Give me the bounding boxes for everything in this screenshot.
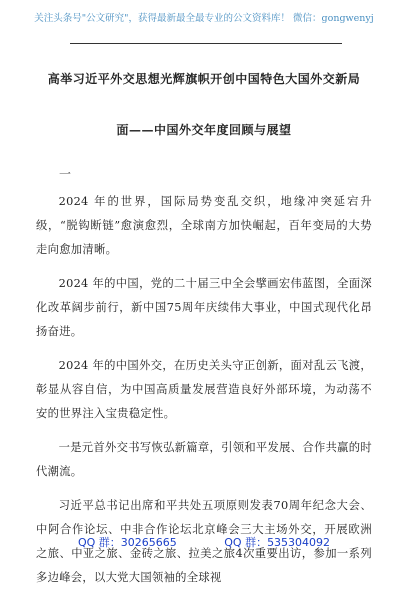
- body-paragraph: 2024 年的中国外交，在历史关头守正创新，面对乱云飞渡，彰显从容自信，为中国高质量发展营造良好外部环境，为动荡不安的世界注入宝贵稳定性。: [36, 359, 372, 420]
- footer-qq-group-1: QQ 群：30265665: [77, 536, 177, 549]
- footer-qq-group-2: QQ 群：535304092: [224, 536, 331, 549]
- body-paragraph: 2024 年的世界，国际局势变乱交织，地缘冲突延宕升级，“脱钩断链”愈演愈烈，全球南方加快崛起，百年变局的大势走向愈加清晰。: [36, 195, 372, 256]
- section-number: 一: [59, 167, 72, 181]
- body-paragraph: 一是元首外交书写恢弘新篇章，引领和平发展、合作共赢的时代潮流。: [36, 441, 372, 478]
- document-title-line-1: 高举习近平外交思想光辉旗帜开创中国特色大国外交新局: [47, 72, 361, 86]
- header-note: 关注头条号"公文研究"，获得最新最全最专业的公文资料库！ 微信：gongwenyj: [34, 13, 374, 24]
- body-paragraph: 习近平总书记出席和平共处五项原则发表70周年纪念大会、中阿合作论坛、中非合作论坛北京峰会三大主场外交，开展欧洲之旅、中亚之旅、金砖之旅、拉美之旅4次重要出访，参加一系列多边峰会，以大党大国领袖的全球视: [36, 499, 372, 584]
- document-title-line-2: 面——中国外交年度回顾与展望: [116, 123, 292, 137]
- header-divider: [70, 43, 342, 44]
- footer: [0, 534, 408, 550]
- body-paragraph: 2024 年的中国，党的二十届三中全会擘画宏伟蓝图，全面深化改革阔步前行，新中国75周年庆续伟大事业，中国式现代化昂扬奋进。: [36, 277, 372, 338]
